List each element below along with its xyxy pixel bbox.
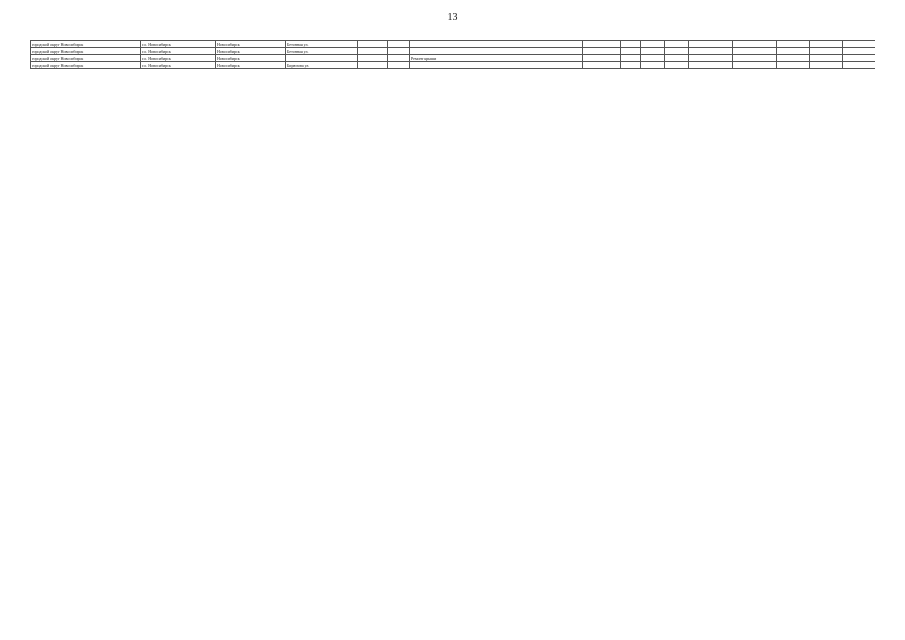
city-cell: Новосибирск [216, 48, 286, 55]
table-row [31, 55, 876, 62]
value-cell [810, 55, 843, 62]
value-cell [777, 55, 810, 62]
table-row [31, 62, 876, 69]
build-year-cell [388, 62, 410, 69]
value-cell [689, 55, 733, 62]
street-cell [286, 55, 358, 62]
house-number-cell [358, 55, 388, 62]
value-cell [733, 41, 777, 48]
value-cell [621, 62, 641, 69]
housing-register-table [30, 40, 875, 69]
table-row [31, 48, 876, 55]
street-cell: Бетонная ул. [286, 48, 358, 55]
value-cell [689, 41, 733, 48]
page-number: 13 [447, 12, 458, 23]
value-cell [777, 62, 810, 69]
value-cell [733, 48, 777, 55]
value-cell [641, 41, 665, 48]
value-cell [777, 41, 810, 48]
value-cell [665, 55, 689, 62]
table-row [31, 41, 876, 48]
city-cell: Новосибирск [216, 55, 286, 62]
municipality-cell: городской округ Новосибирск [31, 48, 141, 55]
value-cell [810, 41, 843, 48]
value-cell [583, 62, 621, 69]
build-year-cell [388, 55, 410, 62]
locality-cell: г.о. Новосибирск [141, 48, 216, 55]
municipality-cell: городской округ Новосибирск [31, 41, 141, 48]
house-number-cell [358, 41, 388, 48]
street-cell: Бирюзова ул. [286, 62, 358, 69]
value-cell [843, 55, 876, 62]
value-cell [621, 48, 641, 55]
work-type-cell [410, 41, 583, 48]
value-cell [733, 55, 777, 62]
house-number-cell [358, 48, 388, 55]
locality-cell: г.о. Новосибирск [141, 41, 216, 48]
value-cell [621, 41, 641, 48]
work-type-cell: Ремонт крыши [410, 55, 583, 62]
house-number-cell [358, 62, 388, 69]
value-cell [641, 62, 665, 69]
build-year-cell [388, 41, 410, 48]
value-cell [641, 48, 665, 55]
value-cell [583, 55, 621, 62]
value-cell [583, 48, 621, 55]
value-cell [733, 62, 777, 69]
locality-cell: г.о. Новосибирск [141, 62, 216, 69]
street-cell: Бетонная ул. [286, 41, 358, 48]
value-cell [843, 62, 876, 69]
value-cell [843, 48, 876, 55]
work-type-cell [410, 62, 583, 69]
housing-register-table-wrap [30, 40, 875, 626]
value-cell [689, 48, 733, 55]
value-cell [689, 62, 733, 69]
city-cell: Новосибирск [216, 41, 286, 48]
value-cell [843, 41, 876, 48]
value-cell [777, 48, 810, 55]
municipality-cell: городской округ Новосибирск [31, 55, 141, 62]
value-cell [641, 55, 665, 62]
value-cell [621, 55, 641, 62]
housing-register-body [31, 41, 876, 69]
value-cell [665, 62, 689, 69]
city-cell: Новосибирск [216, 62, 286, 69]
value-cell [583, 41, 621, 48]
value-cell [810, 62, 843, 69]
value-cell [665, 48, 689, 55]
value-cell [810, 48, 843, 55]
municipality-cell: городской округ Новосибирск [31, 62, 141, 69]
value-cell [665, 41, 689, 48]
build-year-cell [388, 48, 410, 55]
locality-cell: г.о. Новосибирск [141, 55, 216, 62]
work-type-cell [410, 48, 583, 55]
